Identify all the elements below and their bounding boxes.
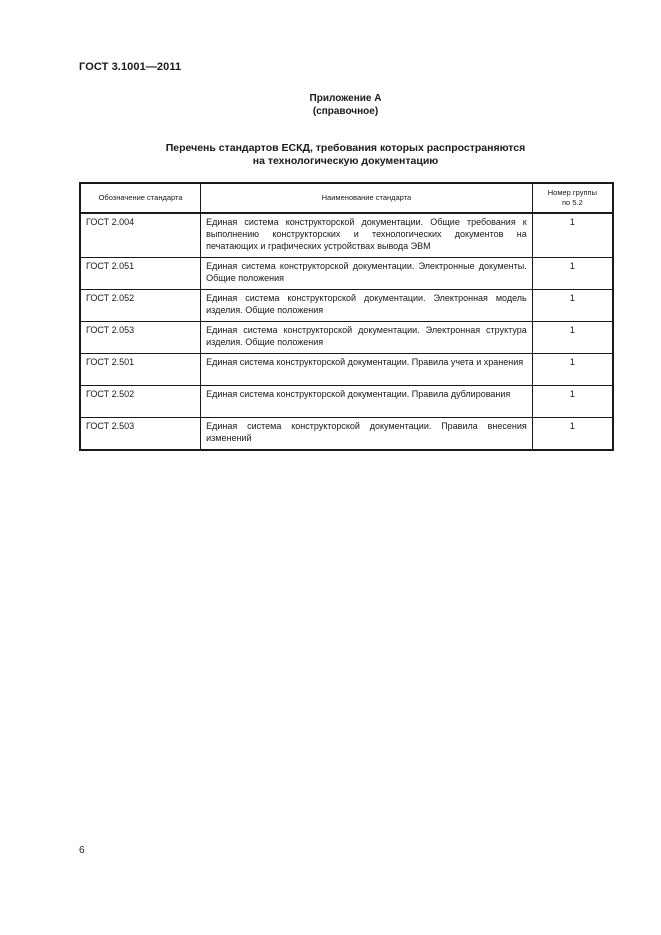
- standard-group: 1: [532, 213, 613, 258]
- standard-code: ГОСТ 2.503: [80, 418, 201, 451]
- table-row: [80, 322, 613, 354]
- standard-group: 1: [532, 418, 613, 451]
- table-row: [80, 386, 613, 418]
- document-title-line-1: Перечень стандартов ЕСКД, требования которых распространяются: [165, 142, 526, 154]
- standard-code: ГОСТ 2.004: [80, 213, 201, 258]
- header-name: Наименование стандарта: [201, 183, 533, 213]
- standard-code: ГОСТ 2.052: [80, 290, 201, 322]
- standard-name: Единая система конструкторской документации. Правила учета и хранения: [201, 354, 533, 386]
- header-group-line-2: по 5.2: [562, 198, 583, 207]
- table-row: [80, 258, 613, 290]
- standards-table: [79, 182, 614, 451]
- document-code: ГОСТ 3.1001—2011: [79, 61, 182, 73]
- standard-code: ГОСТ 2.502: [80, 386, 201, 418]
- appendix-subtitle: (справочное): [312, 106, 379, 117]
- table-row: [80, 213, 613, 258]
- standard-group: 1: [532, 258, 613, 290]
- standard-name: Единая система конструкторской документации. Электронная структура изделия. Общие положения: [201, 322, 533, 354]
- standard-code: ГОСТ 2.053: [80, 322, 201, 354]
- standard-name: Единая система конструкторской документации. Правила дублирования: [201, 386, 533, 418]
- standard-group: 1: [532, 354, 613, 386]
- standard-name: Единая система конструкторской документации. Общие требования к выполнению конструкторских и технологических документов на печатающих и графических устройствах вывода ЭВМ: [201, 213, 533, 258]
- document-title-line-2: на технологическую документацию: [252, 155, 439, 167]
- header-group-line-1: Номер группы: [547, 188, 597, 197]
- table-header-row: [80, 183, 613, 213]
- header-code: Обозначение стандарта: [80, 183, 201, 213]
- standard-group: 1: [532, 322, 613, 354]
- standard-code: ГОСТ 2.051: [80, 258, 201, 290]
- appendix-title: Приложение А: [309, 93, 382, 104]
- table-row: [80, 354, 613, 386]
- standard-code: ГОСТ 2.501: [80, 354, 201, 386]
- table-row: [80, 418, 613, 451]
- standard-name: Единая система конструкторской документации. Электронные документы. Общие положения: [201, 258, 533, 290]
- table-row: [80, 290, 613, 322]
- standard-name: Единая система конструкторской документации. Электронная модель изделия. Общие положения: [201, 290, 533, 322]
- header-group: [532, 183, 613, 213]
- standard-group: 1: [532, 386, 613, 418]
- appendix-heading: [0, 92, 661, 118]
- standard-group: 1: [532, 290, 613, 322]
- page-number: 6: [79, 845, 85, 856]
- document-title: [0, 142, 661, 168]
- standard-name: Единая система конструкторской документации. Правила внесения изменений: [201, 418, 533, 451]
